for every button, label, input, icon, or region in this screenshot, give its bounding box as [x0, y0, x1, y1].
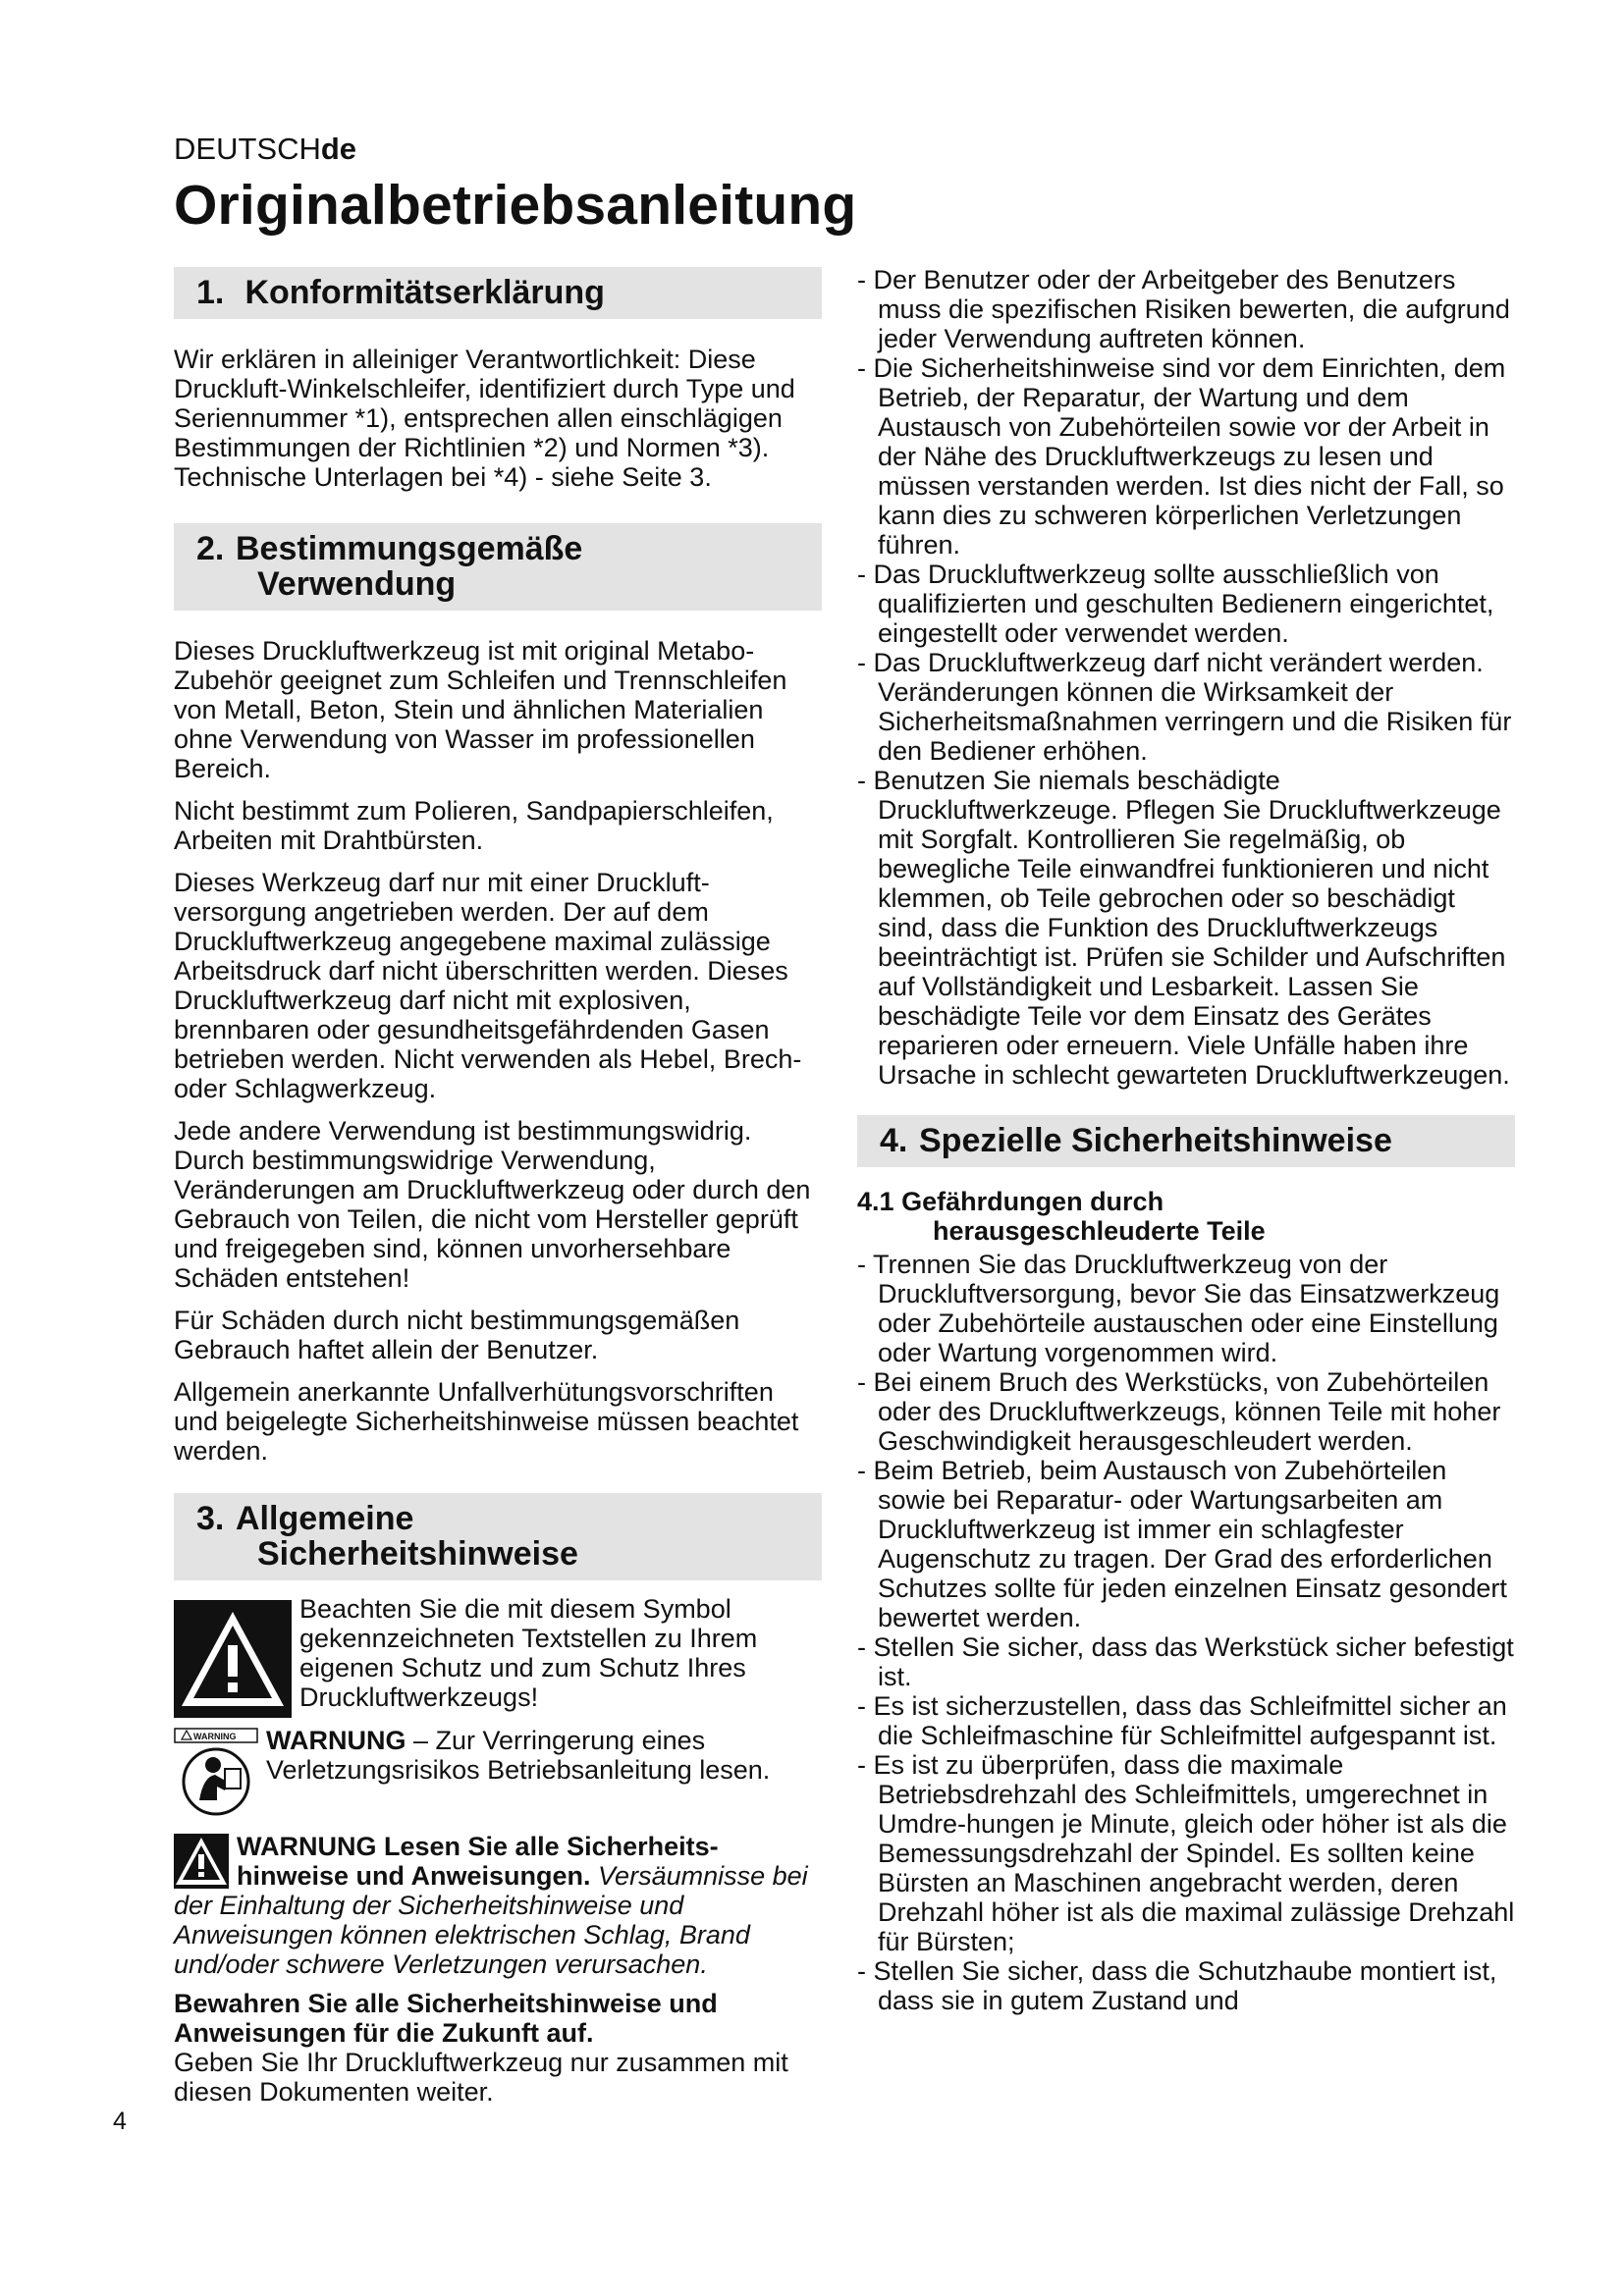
subsection-title-line1: Gefährdungen durch: [901, 1187, 1164, 1216]
small-warning-icon: [174, 1834, 229, 1889]
language-label: [174, 132, 356, 167]
read-manual-icon: [174, 1728, 258, 1818]
section-2-paragraph: Nicht bestimmt zum Polieren, Sandpapierschleifen, Arbeiten mit Drahtbürsten.: [174, 796, 774, 855]
section-2-paragraph: Dieses Werkzeug darf nur mit einer Druckluft-versorgung angetrieben werden. Der auf dem Druckluftwerkzeug angegebene maximal zulässige Arbeitsdruck darf nicht überschritten werden. Dieses Druckluftwerkzeug darf nicht mit explosiven, brennbaren oder gesundheitsgefährdenden Gasen betrieben werden. Nicht verwenden als Hebel, Brech- oder Schlagwerkzeug.: [174, 868, 802, 1103]
subsection-title-line2: herausgeschleuderte Teile: [933, 1216, 1266, 1246]
section-4-title: Spezielle Sicherheitshinweise: [919, 1122, 1392, 1159]
subsection-number: 4.1: [857, 1187, 894, 1216]
section-2-title-line1: Bestimmungsgemäße: [236, 530, 583, 567]
section-3-heading: [174, 1493, 822, 1580]
list-item: - Die Sicherheitshinweise sind vor dem Einrichten, dem Betrieb, der Reparatur, der Wartung und dem Austausch von Zubehörteilen sowie vor der Arbeit in der Nähe des Druckluftwerkzeugs zu lesen und müssen verstanden werden. Ist dies nicht der Fall, so kann dies zu schweren körperlichen Verletzungen führen.: [857, 353, 1506, 560]
language-name: DEUTSCH: [174, 132, 321, 166]
list-item: - Stellen Sie sicher, dass das Werkstück sicher befestigt ist.: [857, 1632, 1514, 1691]
section-1-heading: [174, 267, 822, 319]
section-4-number: 4.: [880, 1122, 908, 1159]
list-item: - Beim Betrieb, beim Austausch von Zubehörteilen sowie bei Reparatur- oder Wartungsarbeiten am Druckluftwerkzeug ist immer ein schlagfester Augenschutz zu tragen. Der Grad des erforderlichen Schutzes sollte für jeden einzelnen Einsatz gesondert bewertet werden.: [857, 1456, 1507, 1632]
document-title: Originalbetriebsanleitung: [174, 174, 857, 237]
keep-instructions-text: Geben Sie Ihr Druckluftwerkzeug nur zusammen mit diesen Dokumenten weiter.: [174, 2048, 788, 2107]
section-1-text: Wir erklären in alleiniger Verantwortlichkeit: Diese Druckluft-Winkelschleifer, identifiziert durch Type und Seriennummer *1), entsprechen allen einschlägigen Bestimmungen der Richtlinien *2) und Normen *3). Technische Unterlagen bei *4) - siehe Seite 3.: [174, 345, 795, 492]
section-2-paragraph: Jede andere Verwendung ist bestimmungswidrig. Durch bestimmungswidrige Verwendung, Veränderungen am Druckluftwerkzeug oder durch den Gebrauch von Teilen, die nicht vom Hersteller geprüft und freigegeben sind, können unvorhersehbare Schäden entstehen!: [174, 1116, 811, 1293]
symbol-note: [174, 1594, 822, 1718]
section-2-paragraph: Dieses Druckluftwerkzeug ist mit original Metabo-Zubehör geeignet zum Schleifen und Trennschleifen von Metall, Beton, Stein und ähnlichen Materialien ohne Verwendung von Wasser im professionellen Bereich.: [174, 636, 787, 783]
section-1-title: Konformitätserklärung: [244, 274, 605, 311]
read-manual-warning: [174, 1726, 822, 1818]
list-item: - Trennen Sie das Druckluftwerkzeug von der Druckluftversorgung, bevor Sie das Einsatzwerkzeug oder Zubehörteile austauschen oder eine Einstellung oder Wartung vorgenommen wird.: [857, 1250, 1500, 1367]
keep-instructions-heading: Bewahren Sie alle Sicherheitshinweise und Anweisungen für die Zukunft auf.: [174, 1989, 718, 2048]
read-all-bold: WARNUNG Lesen Sie alle Sicherheits-hinweise und Anweisungen.: [237, 1832, 719, 1891]
section-3-title-line2: Sicherheitshinweise: [257, 1535, 578, 1573]
list-item: - Es ist zu überprüfen, dass die maximale Betriebsdrehzahl des Schleifmittels, umgerechnet in Umdre-hungen je Minute, gleich oder höher ist als die Bemessungsdrehzahl der Spindel. Es sollten keine Bürsten an Maschinen angebracht werden, deren Drehzahl höher ist als die maximal zulässige Drehzahl für Bürsten;: [857, 1750, 1515, 1956]
language-code: de: [320, 132, 357, 166]
list-item: - Bei einem Bruch des Werkstücks, von Zubehörteilen oder des Druckluftwerkzeugs, können Teile mit hoher Geschwindigkeit herausgeschleudert werden.: [857, 1367, 1501, 1456]
section-4-heading: [857, 1115, 1515, 1167]
section-3-number: 3.: [196, 1500, 225, 1537]
section-3-title-line1: Allgemeine: [236, 1500, 414, 1537]
right-column: [857, 265, 1515, 2015]
warning-triangle-icon: [174, 1600, 292, 1718]
section-1-number: 1.: [196, 274, 225, 311]
warning-label: WARNUNG: [266, 1726, 406, 1755]
list-item: - Stellen Sie sicher, dass die Schutzhaube montiert ist, dass sie in gutem Zustand und: [857, 1956, 1497, 2015]
read-manual-text: [266, 1726, 822, 1785]
list-item: - Das Druckluftwerkzeug darf nicht verändert werden. Veränderungen können die Wirksamkeit der Sicherheitsmaßnahmen verringern und die Risiken für den Bediener erhöhen.: [857, 648, 1512, 766]
section-2-title-line2: Verwendung: [257, 565, 457, 603]
subsection-4-1-heading: [857, 1187, 1515, 1246]
list-item: - Benutzen Sie niemals beschädigte Druckluftwerkzeuge. Pflegen Sie Druckluftwerkzeuge mit Sorgfalt. Kontrollieren Sie regelmäßig, ob bewegliche Teile einwandfrei funktionieren und nicht klemmen, ob Teile gebrochen oder so beschädigt sind, dass die Funktion des Druckluftwerkzeugs beeinträchtigt ist. Prüfen sie Schilder und Aufschriften auf Vollständigkeit und Lesbarkeit. Lassen Sie beschädigte Teile vor dem Einsatz des Gerätes reparieren oder erneuern. Viele Unfälle haben ihre Ursache in schlecht gewarteten Druckluftwerkzeugen.: [857, 766, 1510, 1090]
section-2-number: 2.: [196, 530, 225, 567]
list-item: - Das Druckluftwerkzeug sollte ausschließlich von qualifizierten und geschulten Bedienern eingerichtet, eingestellt oder verwendet werden.: [857, 560, 1494, 648]
page-number: 4: [113, 2108, 127, 2135]
section-2-heading: [174, 523, 822, 611]
section-2-paragraph: Für Schäden durch nicht bestimmungsgemäßen Gebrauch haftet allein der Benutzer.: [174, 1306, 740, 1364]
section-2-paragraph: Allgemein anerkannte Unfallverhütungsvorschriften und beigelegte Sicherheitshinweise müssen beachtet werden.: [174, 1377, 799, 1466]
list-item: - Der Benutzer oder der Arbeitgeber des Benutzers muss die spezifischen Risiken bewerten, die aufgrund jeder Verwendung auftreten können.: [857, 265, 1510, 353]
symbol-note-text: Beachten Sie die mit diesem Symbol gekennzeichneten Textstellen zu Ihrem eigenen Schutz und zum Schutz Ihres Druckluftwerkzeugs!: [299, 1594, 758, 1712]
read-all-italic: Versäumnisse bei der Einhaltung der Sicherheitshinweise und Anweisungen können elektrischen Schlag, Brand und/oder schwere Verletzungen verursachen.: [174, 1861, 808, 1979]
warning-text: – Zur Verringerung eines Verletzungsrisikos Betriebsanleitung lesen.: [266, 1726, 771, 1785]
left-column: [174, 267, 822, 2107]
warning-badge-label: WARNING: [193, 1732, 237, 1741]
read-all-warning: [174, 1832, 822, 1979]
list-item: - Es ist sicherzustellen, dass das Schleifmittel sicher an die Schleifmaschine für Schleifmittel aufgespannt ist.: [857, 1691, 1507, 1750]
